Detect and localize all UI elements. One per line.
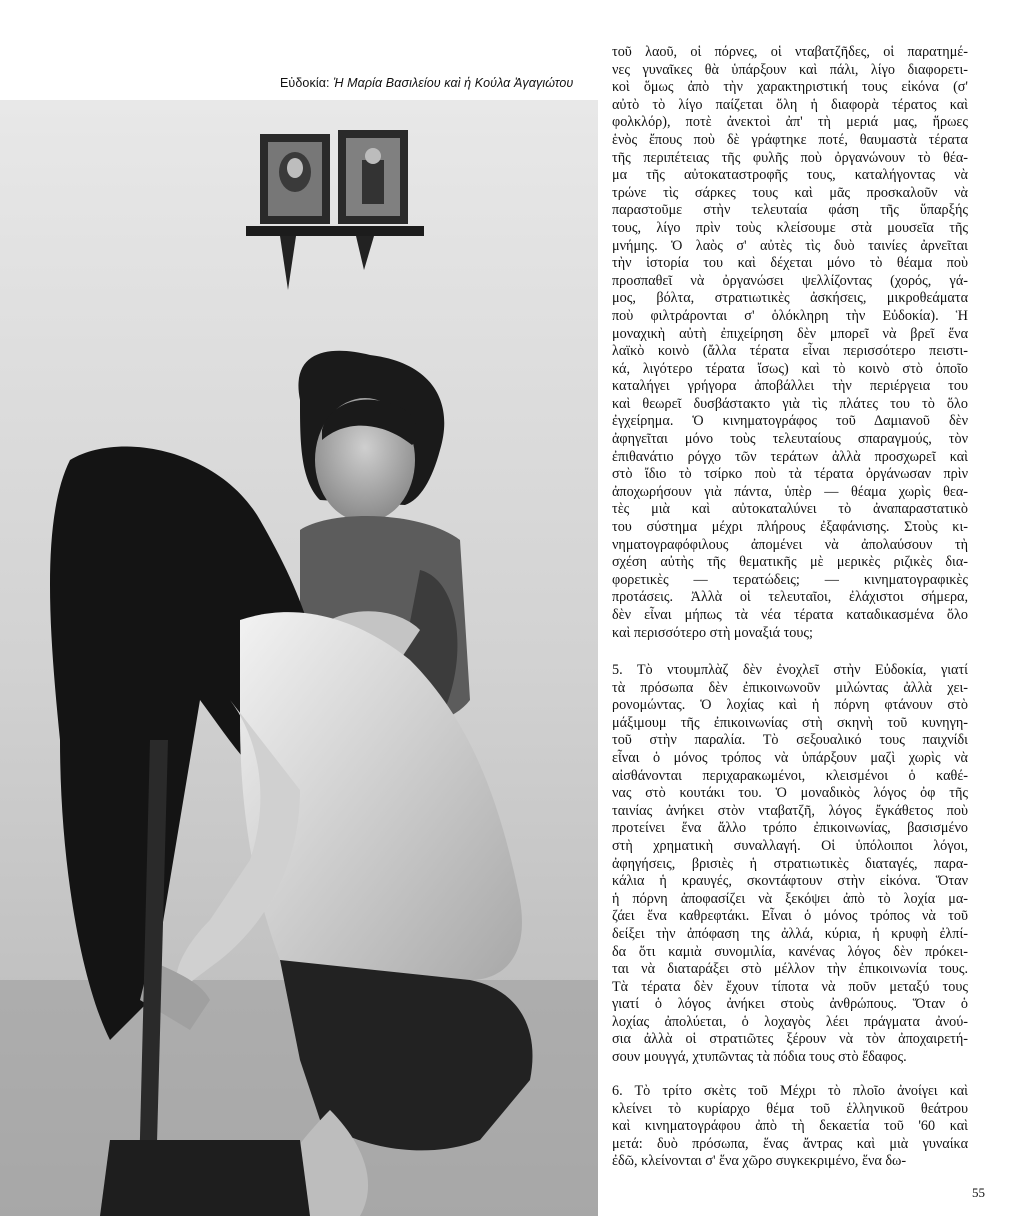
text-line: σχέση αὐτὴς τῆς θεματικῆς μὲ μερικὲς ριζικὲς δια- xyxy=(612,554,968,571)
text-line: φολκλόρ), ποτὲ ἀνεκτοὶ ἀπ' τὴ μεριά μας, ἥρωες xyxy=(612,114,968,131)
text-line: κά, λιγότερο τέρατα ἴσως) καὶ τὸ κοινὸ στὸ ὁποῖο xyxy=(612,360,968,377)
text-line: 5. Τὸ ντουμπλὰζ δὲν ἐνοχλεῖ στὴν Εὐδοκία, γιατί xyxy=(612,662,968,678)
film-still-illustration xyxy=(0,100,598,1216)
text-line: αἰσθάνονται περιχαρακωμένοι, κλεισμένοι ὁ καθέ- xyxy=(612,767,968,784)
text-line: ἐγχείρημα. Ὁ κινηματογράφος τοῦ Δαμιανοῦ δὲν xyxy=(612,413,968,430)
text-line: Τὰ τέρατα δὲν ἔχουν τίποτα νὰ ποῦν μεταξύ τους xyxy=(612,978,968,995)
text-line: ται νὰ διαταράξει στὸ μέλλον τὴν ἐπικοινωνία τους. xyxy=(612,961,968,978)
text-line: στὸ ἴδιο τὸ τσίρκο ποὺ τὰ τέρατα ὀργάνωσαν πρὶν xyxy=(612,466,968,483)
article-section-5 xyxy=(612,662,968,1067)
text-line: προτείνει ἕνα ἄλλο τρόπο ἐπικοινωνίας, βασισμένο xyxy=(612,820,968,837)
text-line: ἀφηγεῖται μόνο τοὺς τελευταίους σπαραγμούς, τὸν xyxy=(612,431,968,448)
text-line: ποὺ φιλτράρονται σ' ὁλόκληρη τὴν Εὐδοκία). Ἡ xyxy=(612,307,968,324)
film-still-photo xyxy=(0,100,598,1216)
text-line: σουν μουγγά, χτυπῶντας τὰ πόδια τους στὸ ἔδαφος. xyxy=(612,1049,907,1066)
text-line: λαϊκὸ κοινὸ (ἄλλα τέρατα εἶναι περισσότερο πειστι- xyxy=(612,343,968,360)
text-line: σια ἀλλὰ οἱ στρατιῶτες ξέρουν νὰ τὸν ἀποχαιρετή- xyxy=(612,1031,968,1048)
text-line: του σύστημα μέχρι πλήρους ἐξαφάνισης. Στοὺς κι- xyxy=(612,519,968,536)
text-line: νας στὸ κουτάκι του. Ὁ μοναδικὸς λόγος ὀφ τῆς xyxy=(612,785,968,802)
text-line: τοῦ λαοῦ, οἱ πόρνες, οἱ νταβατζῆδες, οἱ παρατημέ- xyxy=(612,44,968,60)
text-line: νες γυναῖκες θὰ ὑπάρξουν καὶ πάλι, λίγο διαφορετι- xyxy=(612,61,968,78)
text-line: τὴν ἱστορία του καὶ δέχεται μόνο τὸ θέαμα ποὺ xyxy=(612,255,968,272)
text-line: τὲς μιὰ καὶ αὐτοκαταλύνει τὸ ἀναπαραστατικὸ xyxy=(612,501,968,518)
text-line: μοναχικὴ αὐτὴ ἐπιχείρηση δὲν μπορεῖ νὰ βρεῖ ἕνα xyxy=(612,325,968,342)
text-line: 6. Τὸ τρίτο σκὲτς τοῦ Μέχρι τὸ πλοῖο ἀνοίγει καὶ xyxy=(612,1083,968,1099)
text-line: προσπαθεῖ νὰ ὀργανώσει ψελλίζοντας (χορός, γά- xyxy=(612,272,968,289)
text-line: μετά: δυὸ πρόσωπα, ἕνας ἄντρας καὶ μιὰ γυναίκα xyxy=(612,1135,968,1152)
text-line: ἀφηγήσεις, βρισιὲς ἡ στρατιωτικὲς διαταγές, παρα- xyxy=(612,855,968,872)
text-line: τρώνε τὶς σάρκες τους καὶ μᾶς προσκαλοῦν νὰ xyxy=(612,184,968,201)
text-line: καὶ θεωρεῖ δυσβάστακτο γιὰ τὶς πλάτες του τὸ ὅλο xyxy=(612,395,968,412)
text-line: μάξιμουμ τῆς ἐπικοινωνίας στὴ σκηνὴ τοῦ κυνηγη- xyxy=(612,714,968,731)
text-line: ἑνὸς ἔπους ποὺ δὲ γράφτηκε ποτέ, θαυμαστὰ τέρατα xyxy=(612,131,968,148)
text-line: αὐτὸ τὸ λίγο παίζεται ὅλη ἡ διαφορὰ τέρατος καὶ xyxy=(612,96,968,113)
text-line: καὶ κινηματογράφου ἀπὸ τὴ δεκαετία τοῦ '60 καὶ xyxy=(612,1118,968,1135)
text-line: καταλήγει γρήγορα ἀποβάλλει τὴν περιέργεια του xyxy=(612,378,968,395)
text-line: δὲν εἶναι μήπως τὰ νέα τέρατα καταδικασμένα ὅλο xyxy=(612,607,968,623)
text-line: προτάσεις. Ἀλλὰ οἱ τελευταῖοι, ἐλάχιστοι σήμερα, xyxy=(612,589,968,606)
text-line: μος, βόλτα, στρατιωτικὲς ἀσκήσεις, μικροθεάματα xyxy=(612,290,968,307)
text-line: παραστοῦμε στὴν τελευταία φάση τῆς ὕπαρξής xyxy=(612,202,968,219)
text-line: ταινίας ἀνήκει στὸν νταβατζῆ, λόγος ἔγκάθετος ποὺ xyxy=(612,802,968,819)
text-line: εἶναι ὁ μόνος τρόπος νὰ ὑπάρξουν μαζὶ χωρὶς νὰ xyxy=(612,749,968,766)
text-line: τους, λίγο πρὶν τοὺς κλείσουμε στὰ μουσεῖα τῆς xyxy=(612,219,968,236)
text-line: δείξει τὴν ἀπόφαση της ἀλλά, κύρια, ἡ κρυφὴ ἐλπί- xyxy=(612,925,968,942)
text-line: τοῦ στὴν παραλία. Τὸ σεξουαλικό τους παιχνίδι xyxy=(612,732,968,749)
text-line: ρονομώντας. Ὁ λοχίας καὶ ἡ πόρνη φτάνουν στὸ xyxy=(612,697,968,714)
text-line: κάλια ἡ κραυγές, σκοντάφτουν στὴν εἰκόνα. Ὅταν xyxy=(612,873,968,890)
text-line: λοχίας ἀπολύεται, ὁ λοχαγὸς λέει πράγματα ἀνού- xyxy=(612,1013,968,1030)
text-line: ἐδῶ, κλείνονται σ' ἕνα χῶρο συγκεκριμένο, ἕνα δω- xyxy=(612,1153,907,1170)
bag-shape xyxy=(100,1140,310,1216)
text-line: γιατί ὁ λόγος ἀνήκει στοὺς ἀνθρώπους. Ὅταν ὁ xyxy=(612,996,968,1013)
text-line: ἀποχωρήσουν γιὰ πάντα, ὑπὲρ — θέαμα χωρὶς θεα- xyxy=(612,483,968,500)
photo-caption xyxy=(280,76,590,90)
text-line: καὶ περισσότερο στὴ μοναξιά τους; xyxy=(612,624,813,641)
text-line: κοὶ ὅμως ἀπὸ τὴν χαρακτηριστική τους εἰκόνα (σ' xyxy=(612,79,968,96)
article-section-6 xyxy=(612,1083,968,1171)
page-number: 55 xyxy=(972,1185,985,1200)
text-line: ζάει ἕνα καθρεφτάκι. Εἶναι ὁ μόνος τρόπος νὰ τοῦ xyxy=(612,908,968,925)
text-line: στὴ χρηματικὴ συναλλαγή. Οἱ ὑπόλοιποι λόγοι, xyxy=(612,837,968,854)
text-line: τῆς περιπέτειας τῆς φυλῆς ποὺ ὀργανώνουν τὸ θέα- xyxy=(612,149,968,166)
text-line: μνήμης. Ὁ λαὸς σ' αὐτὲς τὶς δυὸ ταινίες ἀρνεῖται xyxy=(612,237,968,254)
caption-names: Ἡ Μαρία Βασιλείου καὶ ἡ Κούλα Ἀγαγιώτου xyxy=(333,76,574,90)
text-line: μα τῆς αὐτοκαταστροφῆς τους, καταλήγοντας νὰ xyxy=(612,167,968,184)
text-line: νηματογραφόφιλους ἀπομένει νὰ ἀπολαύσουν τὴ xyxy=(612,536,968,553)
caption-lead: Εὐδοκία: xyxy=(280,76,330,90)
text-line: κλείνει τὸ κυρίαρχο θέμα τοῦ ἑλληνικοῦ θεάτρου xyxy=(612,1100,968,1117)
text-line: ἐπιθανάτιο ρόγχο τῶν τεράτων ἀλλὰ προσχωρεῖ καὶ xyxy=(612,448,968,465)
text-line: φορετικὲς — τερατώδεις; — κινηματογραφικὲς xyxy=(612,571,968,588)
text-line: δα ὅτι καμιὰ συνομιλία, κανένας λόγος δὲν πρόκει- xyxy=(612,943,968,960)
article-text-top xyxy=(612,44,968,642)
text-line: τὰ πρόσωπα δὲν ἐπικοινωνοῦν μιλώντας ἀλλὰ χει- xyxy=(612,679,968,696)
text-line: ἡ πόρνη ἀποφασίζει νὰ ξεκόψει ἀπὸ τὸ λοχία μα- xyxy=(612,890,968,907)
